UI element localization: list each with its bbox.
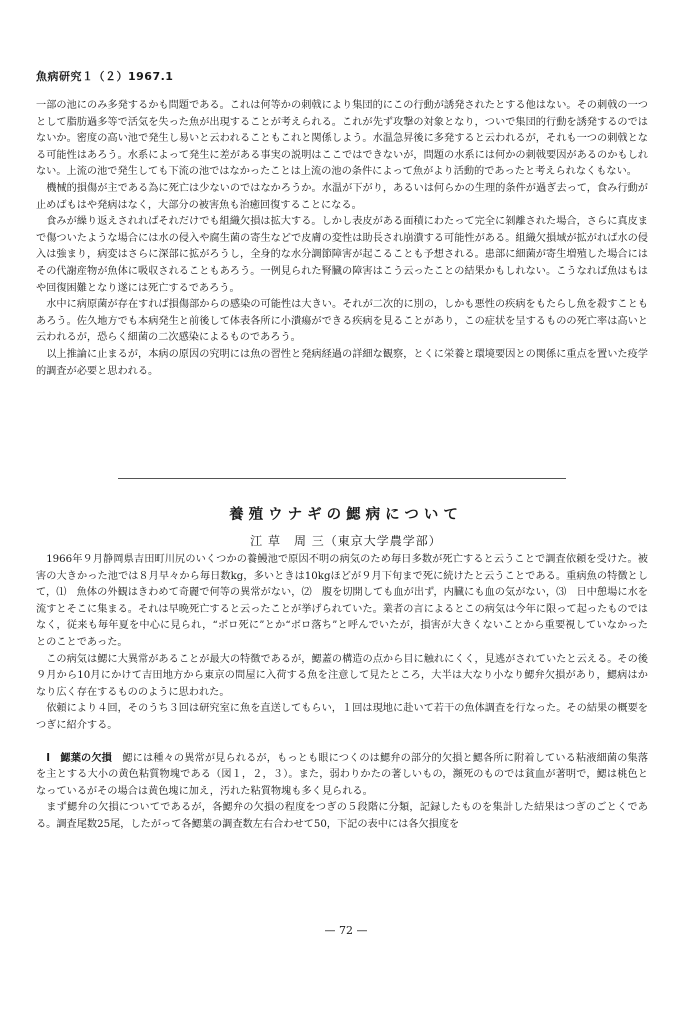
previous-article-text: [36, 98, 648, 380]
paragraph: 水中に病原菌が存在すれば損傷部からの感染の可能性は大きい。それが二次的に別の，しかも悪性の疾病をもたらし魚を殺すこともあろう。佐久地方でも本病発生と前後して体表各所に小潰瘍ができる疾病を見ることがあり，この症状を呈するものの死亡率は高いと云われるが，恐らく細菌の二次感染によるものであろう。: [36, 299, 648, 344]
paragraph: 1966年９月静岡県吉田町川尻のいくつかの養鰻池で原因不明の病気のため毎日多数が死亡すると云うことで調査依頼を受けた。被害の大きかった池では８月早々から毎日数kg，多いときは10kgほどが９月下旬まで死に続けたと云うことである。重病魚の特徴として，⑴ 魚体の外観はきわめて奇麗で何等の異常がない，⑵ 腹を切開しても血が出ず，内臓にも血の気がない，⑶ 日中憩場に水を流すとそこに集まる。それは早晩死亡すると云ったことが挙げられていた。業者の言によるとこの病気は今年に限って起ったものではなく，従来も毎年夏を中心に見られ，“ボロ死に”とか“ボロ落ち”と呼んでいたが，損害が大きくないことから重要視していなかったとのことであった。: [36, 554, 648, 648]
paragraph: 機械的損傷が主である為に死亡は少ないのではなかろうか。水温が下がり，あるいは何らかの生理的条件が過ぎ去って，食み行動が止めばもはや発病はなく，大部分の被害魚も治癒回復することになる。: [36, 182, 648, 211]
paragraph-gap: [36, 735, 648, 751]
paragraph: 食みが繰り返えされればそれだけでも組織欠損は拡大する。しかし表皮がある面積にわたって完全に剝離された場合，さらに真皮まで傷ついたような場合には水の侵入や腐生菌の寄生などで皮膚の変性は助長され崩潰する可能性がある。組織欠損域が拡がれば水の侵入は強まり，病変はさらに深部に拡がろうし，全身的な水分調節障害が起こることも予想される。患部に細菌が寄生増殖した場合にはその代謝産物が魚体に吸収されることもあろう。一例見られた腎臓の障害はこう云ったことの結果かもしれない。こうなれば魚はもはや回復困難となり遂には死亡するであろう。: [36, 216, 648, 294]
page-number: — 72 —: [324, 924, 368, 937]
section-heading: Ⅰ 鰓葉の欠損: [46, 752, 112, 764]
paragraph: 依頼により４回，そのうち３回は研究室に魚を直送してもらい，１回は現地に赴いて若干の魚体調査を行なった。その結果の概要をつぎに紹介する。: [36, 703, 648, 731]
paragraph: 以上推論に止まるが，本病の原因の究明には魚の習性と発病経過の詳細な観察，とくに栄養と環境要因との関係に重点を置いた疫学的調査が必要と思われる。: [36, 348, 648, 377]
article-body: [36, 552, 648, 834]
section-text: 鰓には種々の異常が見られるが，もっとも眼につくのは鰓弁の部分的欠損と鰓各所に附着している粘液細菌の集落を主とする大小の黄色粘質物塊である（図１，２，３）。また，弱わりかたの著しいもの，瀕死のものでは貧血が著明で，鰓は桃色となっているがその場合は黄色塊に加え，汚れた粘質物塊も多く見られる。: [36, 752, 649, 797]
section-paragraph: [36, 751, 648, 801]
article-title: 養殖ウナギの鰓病について: [229, 507, 463, 523]
journal-header: 魚病研究１（２）1967.1: [36, 70, 174, 83]
section-divider: [118, 478, 566, 479]
paragraph: まず鰓弁の欠損についてであるが，各鰓弁の欠損の程度をつぎの５段階に分類，記録したものを集計した結果はつぎのごとくである。調査尾数25尾，したがって各鰓葉の調査数左右合わせて50，下記の表中には各欠損度を: [36, 802, 648, 830]
article-author: 江 草 周 三（東京大学農学部）: [250, 534, 442, 548]
paragraph: この病気は鰓に大異常があることが最大の特徴であるが，鰓蓋の構造の点から目に触れにくく，見逃がされていたと云える。その後９月から10月にかけて吉田地方から東京の問屋に入荷する魚を注意して見たところ，大半は大なり小なり鰓弁欠損があり，鰓病はかなり広く存在するもののように思われた。: [36, 653, 648, 698]
paragraph: 一部の池にのみ多発するかも問題である。これは何等かの刺戟により集団的にこの行動が誘発されたとする他はない。その刺戟の一つとして脂肪過多等で活気を失った魚が出現することが考えられる。これが先ず攻撃の対象となり，ついで集団的行動を誘発するのではないか。密度の高い池で発生し易いと云われることもこれと関係しよう。水温急昇後に多発すると云われるが，それも一つの刺戟となる可能性はあろう。水系によって発生に差がある事実の説明はここではできないが，問題の水系には何かの刺戟要因があるのかもしれない。上流の池で発生しても下流の池ではなかったことは上流の池の条件によって魚がより活動的であったと考えられなくもない。: [36, 100, 648, 178]
